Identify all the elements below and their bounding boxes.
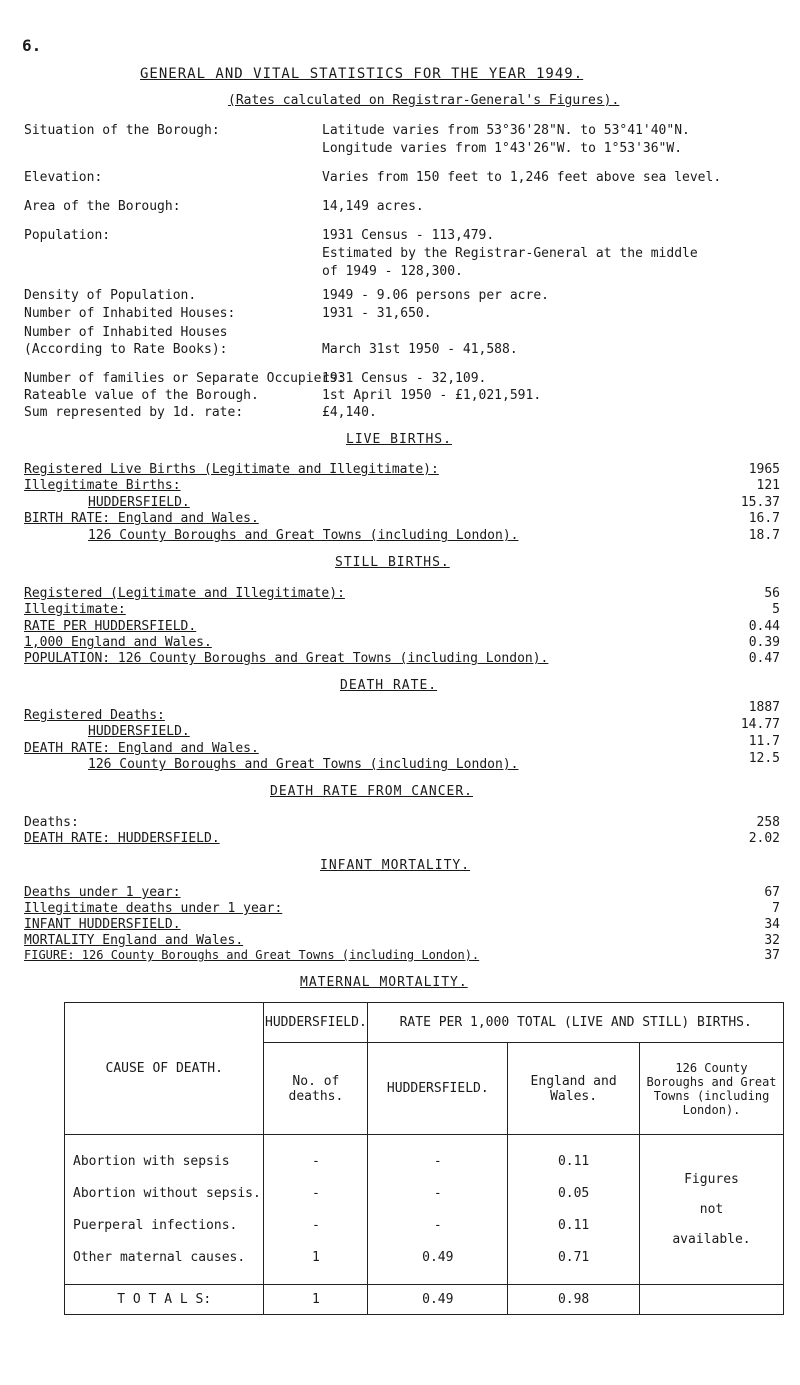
still-births-value: 0.39 <box>748 635 780 650</box>
still-births-heading: STILL BIRTHS. <box>335 555 450 570</box>
population-estimate-cont: of 1949 - 128,300. <box>322 264 463 279</box>
still-births-value: 0.44 <box>748 619 780 634</box>
maternal-mortality-table <box>64 1002 784 1315</box>
deaths-column <box>264 1135 368 1285</box>
deaths-cell: 1 <box>312 1249 320 1265</box>
rate-huddersfield-cell: - <box>433 1185 442 1201</box>
still-births-value: 0.47 <box>748 651 780 666</box>
col-deaths-header: No. of deaths. <box>264 1043 368 1135</box>
live-births-row: 126 County Boroughs and Great Towns (including London). <box>88 528 519 543</box>
rate-england-cell: 0.11 <box>557 1153 590 1169</box>
cancer-value: 258 <box>756 815 780 830</box>
live-births-row: Illegitimate Births: <box>24 478 181 493</box>
area-value: 14,149 acres. <box>322 199 424 214</box>
rate-county-not-available: Figures not available. <box>640 1135 784 1285</box>
page-number: 6. <box>22 36 42 55</box>
cancer-value: 2.02 <box>748 831 780 846</box>
deaths-cell: - <box>312 1217 320 1233</box>
still-births-value: 56 <box>764 586 780 601</box>
cancer-row: Deaths: <box>24 815 79 830</box>
live-births-value: 1965 <box>748 462 780 477</box>
population-census: 1931 Census - 113,479. <box>322 228 495 243</box>
infant-row: Deaths under 1 year: <box>24 885 181 900</box>
live-births-row: BIRTH RATE: England and Wales. <box>24 511 259 526</box>
cause-cell: Abortion without sepsis. <box>73 1185 261 1201</box>
live-births-value: 121 <box>756 478 780 493</box>
infant-value: 37 <box>764 948 780 963</box>
houses-rate-value: March 31st 1950 - 41,588. <box>322 342 518 357</box>
death-rate-value: 12.5 <box>748 751 780 766</box>
density-value: 1949 - 9.06 persons per acre. <box>322 288 549 303</box>
still-births-row: Registered (Legitimate and Illegitimate): <box>24 586 345 601</box>
live-births-value: 15.37 <box>740 495 780 510</box>
still-births-row: RATE PER HUDDERSFIELD. <box>24 619 197 634</box>
cancer-row: DEATH RATE: HUDDERSFIELD. <box>24 831 220 846</box>
elevation-value: Varies from 150 feet to 1,246 feet above sea level. <box>322 170 722 185</box>
situation-latitude: Latitude varies from 53°36'28"N. to 53°41'40"N. <box>322 123 690 138</box>
deaths-cell: - <box>312 1153 320 1169</box>
live-births-value: 16.7 <box>748 511 780 526</box>
deaths-cell: - <box>312 1185 320 1201</box>
rate-england-cell: 0.71 <box>557 1249 590 1265</box>
situation-label: Situation of the Borough: <box>24 123 220 138</box>
infant-value: 34 <box>764 917 780 932</box>
death-rate-row: DEATH RATE: England and Wales. <box>24 741 259 756</box>
cause-cell: Puerperal infections. <box>73 1217 238 1233</box>
page-title: GENERAL AND VITAL STATISTICS FOR THE YEAR 1949. <box>140 66 584 82</box>
cause-cell: Other maternal causes. <box>73 1249 246 1265</box>
death-rate-value: 14.77 <box>740 717 780 732</box>
rate-england-cell: 0.05 <box>557 1185 590 1201</box>
cause-cell: Abortion with sepsis <box>73 1153 230 1169</box>
houses-value: 1931 - 31,650. <box>322 306 432 321</box>
infant-value: 32 <box>764 933 780 948</box>
col-rate-county-header: 126 County Boroughs and Great Towns (including London). <box>640 1043 784 1135</box>
col-rate-huddersfield-header: HUDDERSFIELD. <box>368 1043 508 1135</box>
rate-england-column <box>508 1135 640 1285</box>
rateable-label: Rateable value of the Borough. <box>24 388 259 403</box>
families-label: Number of families or Separate Occupiers: <box>24 371 345 386</box>
maternal-heading: MATERNAL MORTALITY. <box>300 975 468 990</box>
totals-rate-england: 0.98 <box>508 1285 640 1315</box>
rate-huddersfield-cell: - <box>433 1217 442 1233</box>
death-rate-row: HUDDERSFIELD. <box>88 724 190 739</box>
houses-rate-label-cont: (According to Rate Books): <box>24 342 228 357</box>
death-rate-value: 11.7 <box>748 734 780 749</box>
live-births-value: 18.7 <box>748 528 780 543</box>
cause-column <box>65 1135 264 1285</box>
rate-huddersfield-column <box>368 1135 508 1285</box>
situation-longitude: Longitude varies from 1°43'26"W. to 1°53'36"W. <box>322 141 683 156</box>
page-subtitle: (Rates calculated on Registrar-General's Figures). <box>228 93 620 108</box>
elevation-label: Elevation: <box>24 170 103 185</box>
population-estimate: Estimated by the Registrar-General at the middle <box>322 246 698 261</box>
death-rate-row: 126 County Boroughs and Great Towns (including London). <box>88 757 519 772</box>
death-rate-heading: DEATH RATE. <box>340 678 438 693</box>
death-rate-value: 1887 <box>748 700 780 715</box>
still-births-row: 1,000 England and Wales. <box>24 635 212 650</box>
death-rate-row: Registered Deaths: <box>24 708 165 723</box>
rateable-value: 1st April 1950 - £1,021,591. <box>322 388 542 403</box>
still-births-row: Illegitimate: <box>24 602 126 617</box>
totals-rate-huddersfield: 0.49 <box>368 1285 508 1315</box>
infant-value: 7 <box>772 901 780 916</box>
infant-row: Illegitimate deaths under 1 year: <box>24 901 283 916</box>
infant-row: INFANT HUDDERSFIELD. <box>24 917 181 932</box>
live-births-heading: LIVE BIRTHS. <box>346 432 452 447</box>
col-huddersfield-group-header: HUDDERSFIELD. <box>264 1003 368 1043</box>
infant-heading: INFANT MORTALITY. <box>320 858 471 873</box>
rate-england-cell: 0.11 <box>557 1217 590 1233</box>
infant-row: MORTALITY England and Wales. <box>24 933 244 948</box>
col-rate-england-header: England and Wales. <box>508 1043 640 1135</box>
live-births-row: HUDDERSFIELD. <box>88 495 190 510</box>
houses-label: Number of Inhabited Houses: <box>24 306 236 321</box>
rate-huddersfield-cell: - <box>433 1153 442 1169</box>
still-births-value: 5 <box>772 602 780 617</box>
area-label: Area of the Borough: <box>24 199 181 214</box>
infant-row: FIGURE: 126 County Boroughs and Great Towns (including London). <box>24 948 480 962</box>
infant-value: 67 <box>764 885 780 900</box>
col-rate-group-header: RATE PER 1,000 TOTAL (LIVE AND STILL) BIRTHS. <box>368 1003 784 1043</box>
rate-huddersfield-cell: 0.49 <box>422 1249 454 1265</box>
houses-rate-label: Number of Inhabited Houses <box>24 325 228 340</box>
density-label: Density of Population. <box>24 288 197 303</box>
col-cause-header: CAUSE OF DEATH. <box>65 1003 264 1135</box>
totals-deaths: 1 <box>264 1285 368 1315</box>
live-births-row: Registered Live Births (Legitimate and Illegitimate): <box>24 462 439 477</box>
totals-label: T O T A L S: <box>65 1285 264 1315</box>
penny-rate-label: Sum represented by 1d. rate: <box>24 405 244 420</box>
totals-rate-county <box>640 1285 784 1315</box>
penny-rate-value: £4,140. <box>322 405 377 420</box>
families-value: 1931 Census - 32,109. <box>322 371 487 386</box>
cancer-heading: DEATH RATE FROM CANCER. <box>270 784 474 799</box>
still-births-row: POPULATION: 126 County Boroughs and Great Towns (including London). <box>24 651 549 666</box>
population-label: Population: <box>24 228 111 243</box>
